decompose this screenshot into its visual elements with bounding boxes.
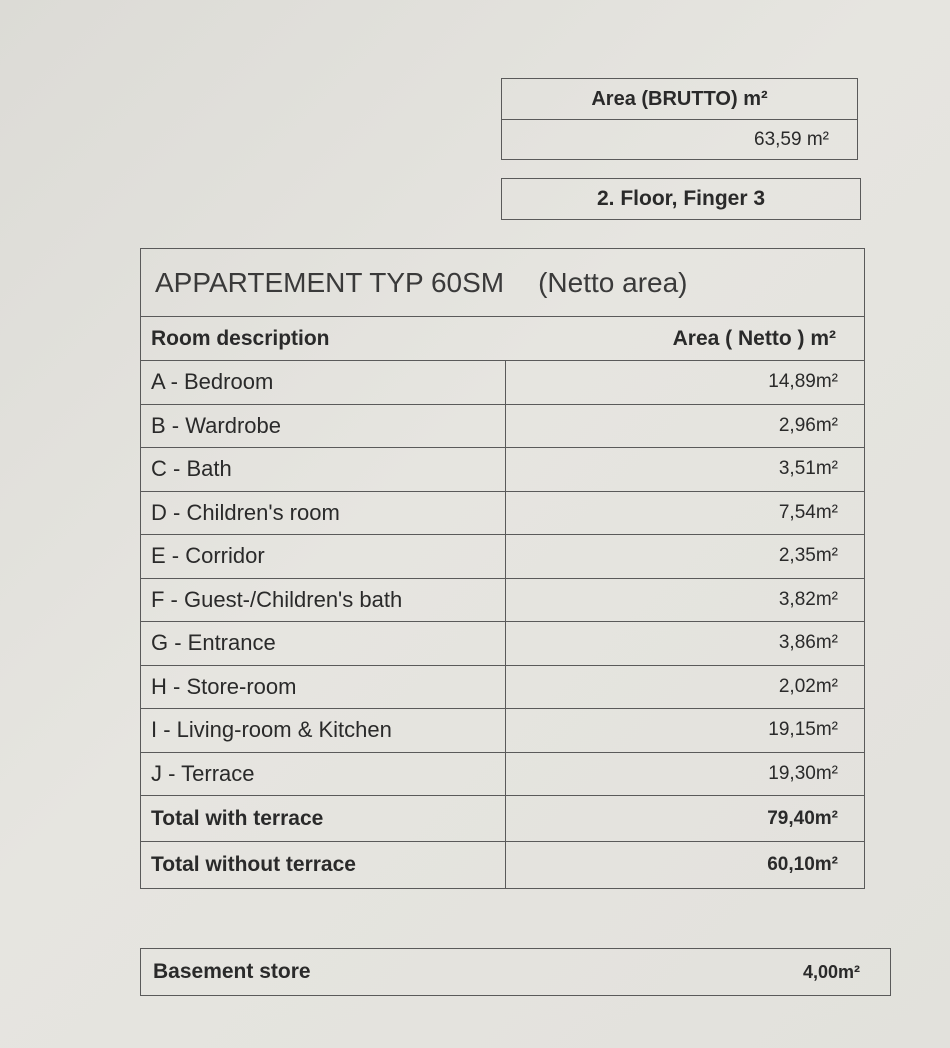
basement-value: 4,00m² xyxy=(802,961,860,982)
room-area: 19,15m² xyxy=(768,719,838,741)
room-area: 2,96m² xyxy=(778,414,838,436)
table-row xyxy=(141,535,864,579)
room-name: C - Bath xyxy=(141,448,506,491)
room-name: A - Bedroom xyxy=(141,361,506,404)
table-body xyxy=(141,361,864,888)
col-area-header: Area ( Netto ) m² xyxy=(672,326,836,350)
room-area: 2,35m² xyxy=(778,545,838,567)
room-name: I - Living-room & Kitchen xyxy=(141,709,506,752)
room-area: 7,54m² xyxy=(778,501,838,523)
basement-store-box xyxy=(140,948,891,996)
room-area: 79,40m² xyxy=(767,807,838,829)
room-area: 3,51m² xyxy=(778,458,838,480)
room-area: 3,82m² xyxy=(778,588,838,610)
col-room-header: Room description xyxy=(151,326,330,350)
room-name: D - Children's room xyxy=(141,492,506,535)
room-name: E - Corridor xyxy=(141,535,506,578)
brutto-label: Area (BRUTTO) m² xyxy=(502,79,857,120)
room-name: B - Wardrobe xyxy=(141,405,506,448)
table-header xyxy=(141,317,864,361)
table-row xyxy=(141,405,864,449)
room-name: F - Guest-/Children's bath xyxy=(141,579,506,622)
room-area: 14,89m² xyxy=(768,371,838,393)
brutto-value: 63,59 m² xyxy=(754,129,829,150)
room-name: J - Terrace xyxy=(141,753,506,796)
room-area-table xyxy=(140,248,865,889)
room-name: H - Store-room xyxy=(141,666,506,709)
total-row xyxy=(141,842,864,888)
floor-label: 2. Floor, Finger 3 xyxy=(501,178,861,220)
room-area: 19,30m² xyxy=(768,762,838,784)
table-row xyxy=(141,492,864,536)
room-area: 2,02m² xyxy=(778,675,838,697)
room-name: G - Entrance xyxy=(141,622,506,665)
table-row xyxy=(141,622,864,666)
room-area: 60,10m² xyxy=(767,854,838,875)
table-title xyxy=(141,249,864,317)
total-row xyxy=(141,796,864,842)
table-row xyxy=(141,666,864,710)
brutto-area-box xyxy=(501,78,858,160)
room-name: Total without terrace xyxy=(141,842,506,888)
table-row xyxy=(141,753,864,797)
table-row xyxy=(141,709,864,753)
room-area: 3,86m² xyxy=(778,632,838,654)
table-subtitle: (Netto area) xyxy=(538,266,688,298)
table-row xyxy=(141,361,864,405)
table-title-text: APPARTEMENT TYP 60SM xyxy=(155,266,505,298)
table-row xyxy=(141,579,864,623)
room-name: Total with terrace xyxy=(141,796,506,841)
basement-label: Basement store xyxy=(153,960,311,983)
table-row xyxy=(141,448,864,492)
